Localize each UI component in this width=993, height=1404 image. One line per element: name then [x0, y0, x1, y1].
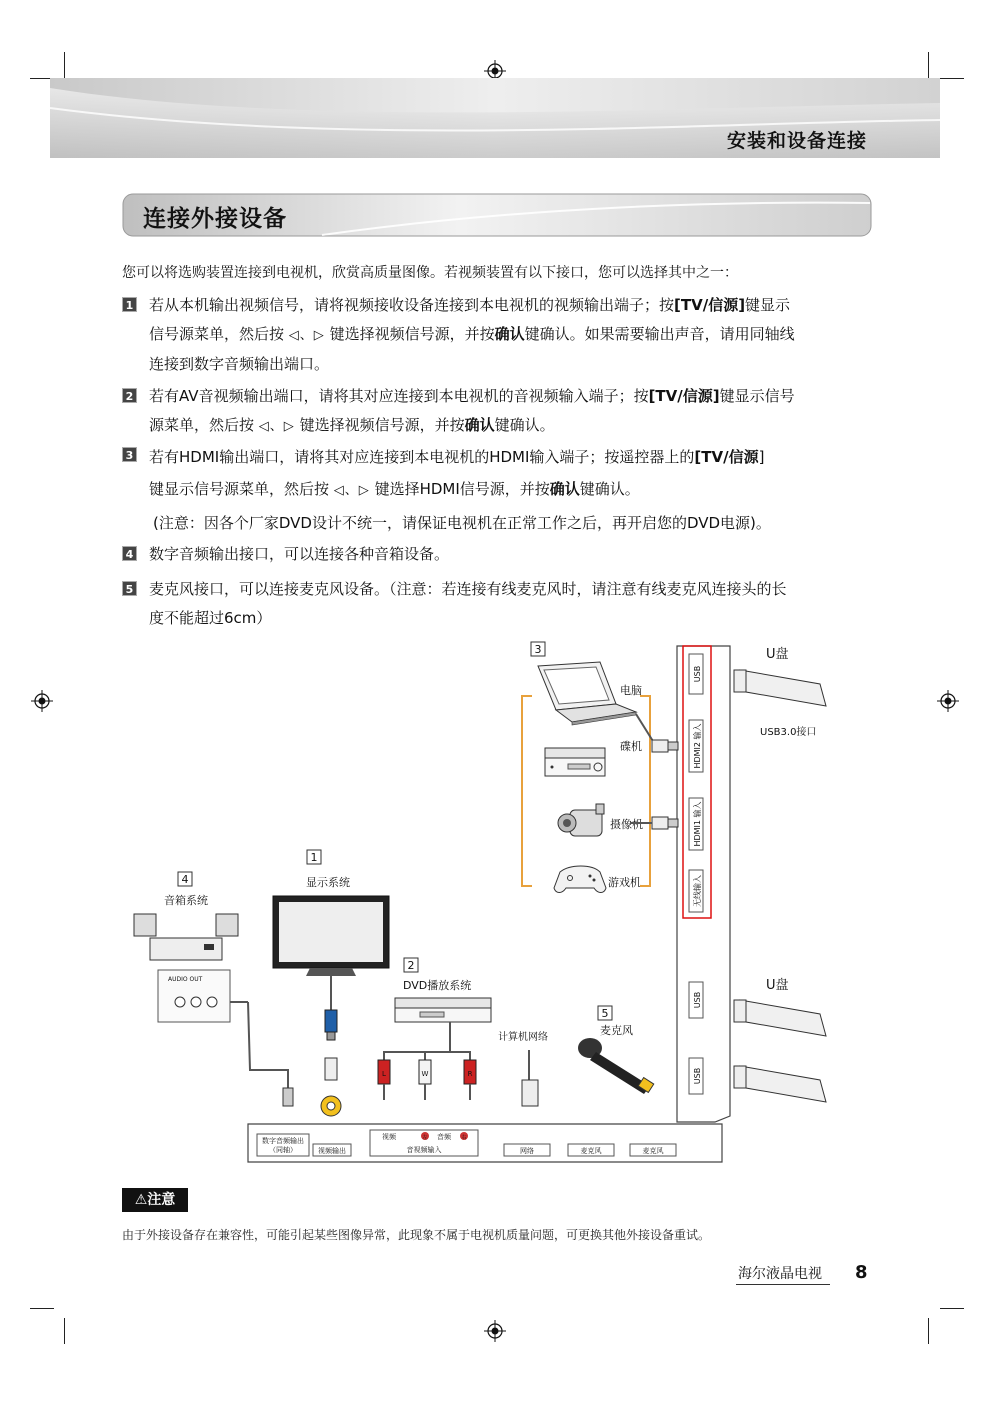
svg-text:W: W — [421, 1070, 429, 1078]
port-av-in — [370, 1130, 478, 1156]
registration-mark-right — [937, 690, 959, 712]
side-port-usb — [689, 654, 703, 694]
registration-mark-left — [31, 690, 53, 712]
item-text: 数字音频输出接口，可以连接各种音箱设备。 — [149, 545, 450, 563]
crop-mark — [64, 1318, 65, 1344]
warning-text: 由于外接设备存在兼容性，可能引起某些图像异常，此现象不属于电视机质量问题，可更换其他外接设备重试。 — [122, 1228, 711, 1242]
badge-2 — [404, 958, 418, 972]
disc-player-label: 碟机 — [620, 740, 642, 753]
item-text: 键确认。 — [494, 416, 555, 434]
list-item — [122, 291, 882, 379]
item-text: 源菜单，然后按 — [149, 416, 255, 434]
item-number: 5 — [122, 581, 137, 596]
svg-text:无线输入: 无线输入 — [693, 875, 702, 907]
speaker-label: 音箱系统 — [164, 894, 208, 907]
item-text: 若有AV音视频输出端口，请将其对应连接到本电视机的音视频输入端子；按 — [149, 387, 649, 405]
key-name: 确认 — [494, 325, 525, 343]
item-number: 2 — [122, 388, 137, 403]
svg-text:1: 1 — [310, 851, 318, 864]
display-label: 显示系统 — [306, 876, 350, 889]
udisk-bottom-label: U盘 — [766, 978, 789, 993]
svg-text:麦克风: 麦克风 — [642, 1147, 664, 1155]
badge-3 — [531, 642, 545, 656]
udisk-top-label: U盘 — [766, 647, 789, 662]
source-bracket — [522, 696, 532, 886]
usb-stick-icon — [734, 670, 826, 706]
svg-text:左: 左 — [422, 1135, 428, 1141]
plug-red-left — [378, 1060, 390, 1084]
svg-text:HDMI1 输入: HDMI1 输入 — [693, 801, 702, 847]
side-port-hdmi2 — [689, 720, 703, 772]
port-network — [504, 1144, 550, 1156]
crop-mark — [30, 1308, 54, 1309]
camcorder-label: 摄像机 — [610, 818, 643, 831]
page-number: 8 — [855, 1262, 868, 1283]
speaker-system-icon — [134, 914, 238, 960]
mic-label: 麦克风 — [600, 1024, 633, 1037]
key-name: [TV/信源] — [648, 387, 720, 405]
key-name: 确认 — [464, 416, 495, 434]
item-number: 3 — [122, 447, 137, 462]
svg-text:（同轴）: （同轴） — [269, 1146, 297, 1154]
key-name: [TV/信源] — [674, 296, 746, 314]
list-item — [122, 575, 882, 633]
side-port-wireless — [689, 870, 703, 912]
item-text: 信号源菜单，然后按 — [149, 325, 285, 343]
game-controller-icon — [554, 866, 606, 893]
item-text: 键确认。 — [579, 480, 640, 498]
svg-text:视频输出: 视频输出 — [318, 1147, 346, 1155]
crop-mark — [940, 78, 964, 79]
svg-text:USB: USB — [693, 991, 702, 1009]
network-plug — [522, 1080, 538, 1106]
svg-text:L: L — [382, 1070, 386, 1078]
side-port-usb-2 — [689, 982, 703, 1018]
item-text: 麦克风接口，可以连接麦克风设备。（注意：若连接有线麦克风时，请注意有线麦克风连接头的长 — [149, 580, 787, 598]
svg-text:USB: USB — [693, 1067, 702, 1085]
plug-white — [419, 1060, 431, 1084]
coax-cable — [248, 1002, 288, 1088]
svg-text:USB: USB — [693, 665, 702, 683]
item-text: 键选择视频信号源，并按 — [299, 416, 465, 434]
svg-text:2: 2 — [407, 959, 415, 972]
item-text: 若有HDMI输出端口，请将其对应连接到本电视机的HDMI输入端子；按遥控器上的 — [149, 448, 695, 466]
arrow-keys: ◁、▷ — [258, 419, 295, 434]
item-number: 4 — [122, 546, 137, 561]
svg-text:4: 4 — [181, 873, 189, 886]
item-text: 键显示 — [745, 296, 791, 314]
key-name: [TV/信源 — [694, 448, 759, 466]
arrow-keys: ◁、▷ — [288, 328, 325, 343]
usb-stick-icon — [734, 1066, 826, 1102]
svg-text:麦克风: 麦克风 — [580, 1147, 602, 1155]
item-text: 键显示信号 — [719, 387, 795, 405]
port-mic-2 — [630, 1144, 676, 1156]
crop-mark — [928, 1318, 929, 1344]
item-text: 连接到数字音频输出端口。 — [149, 355, 330, 373]
side-port-hdmi1 — [689, 798, 703, 850]
computer-label: 电脑 — [620, 684, 642, 697]
note-text: (注意：因各个厂家DVD设计不统一，请保证电视机在正常工作之后，再开启您的DVD电源)。 — [153, 514, 771, 532]
connection-diagram — [120, 640, 840, 1170]
key-name: 确认 — [549, 480, 580, 498]
item-text: 若从本机输出视频信号，请将视频接收设备连接到本电视机的视频输出端子；按 — [149, 296, 675, 314]
dvd-label: DVD播放系统 — [403, 979, 472, 992]
intro-text: 您可以将选购装置连接到电视机，欣赏高质量图像。若视频装置有以下接口，您可以选择其中之一： — [122, 265, 738, 281]
svg-text:3: 3 — [534, 643, 542, 656]
network-label: 计算机网络 — [498, 1032, 548, 1043]
badge-4 — [178, 872, 192, 886]
disc-player-icon — [545, 748, 605, 776]
usb-stick-icon — [734, 1000, 826, 1036]
svg-text:HDMI2 输入: HDMI2 输入 — [693, 723, 702, 769]
warning-icon: ⚠ — [134, 1192, 148, 1208]
crop-mark — [940, 1308, 964, 1309]
list-item — [122, 441, 882, 539]
badge-5 — [598, 1006, 612, 1020]
warning-badge — [122, 1188, 188, 1212]
microphone-icon — [578, 1038, 654, 1094]
header-title: 安装和设备连接 — [726, 130, 867, 152]
port-video-out — [313, 1144, 351, 1156]
video-plug — [325, 1010, 337, 1032]
list-item — [122, 382, 882, 441]
list-item — [122, 540, 882, 569]
item-text: 度不能超过6cm） — [149, 609, 272, 627]
item-text: 键显示信号源菜单，然后按 — [149, 480, 330, 498]
badge-1 — [307, 850, 321, 864]
tv-display-icon — [273, 896, 389, 976]
usb30-label: USB3.0接口 — [760, 727, 817, 738]
item-text: 键确认。如果需要输出声音，请用同轴线 — [524, 325, 795, 343]
section-title: 连接外接设备 — [143, 206, 287, 232]
side-port-usb-3 — [689, 1058, 703, 1094]
svg-text:AUDIO OUT: AUDIO OUT — [168, 976, 203, 983]
footer-brand: 海尔液晶电视 — [738, 1266, 822, 1282]
registration-mark-bottom — [484, 1320, 506, 1342]
item-number: 1 — [122, 297, 137, 312]
warning-label: 注意 — [147, 1192, 176, 1208]
svg-text:视频: 视频 — [382, 1133, 396, 1141]
svg-text:网络: 网络 — [520, 1147, 534, 1155]
svg-text:5: 5 — [601, 1007, 609, 1020]
svg-text:音频: 音频 — [437, 1133, 451, 1141]
arrow-keys: ◁、▷ — [333, 483, 370, 498]
footer-underline — [736, 1284, 830, 1285]
crop-mark — [64, 52, 65, 78]
item-text: ] — [758, 448, 765, 466]
av-cable — [384, 1052, 470, 1060]
camcorder-icon — [558, 804, 604, 836]
game-console-label: 游戏机 — [608, 876, 641, 889]
port-mic-1 — [568, 1144, 614, 1156]
video-jack-icon — [321, 1058, 341, 1116]
dvd-player-icon — [395, 998, 491, 1022]
video-plug-tip — [327, 1032, 335, 1040]
crop-mark — [928, 52, 929, 78]
hdmi-cable-2 — [636, 714, 678, 752]
port-digital-audio — [257, 1134, 309, 1156]
audio-out-panel — [158, 970, 230, 1022]
svg-text:右: 右 — [461, 1135, 467, 1141]
coax-plug — [283, 1088, 293, 1106]
item-text: 键选择视频信号源，并按 — [329, 325, 495, 343]
svg-text:数字音频输出: 数字音频输出 — [262, 1137, 304, 1145]
svg-text:R: R — [467, 1070, 473, 1078]
plug-red-right — [464, 1060, 476, 1084]
svg-text:音视频输入: 音视频输入 — [406, 1146, 442, 1154]
item-text: 键选择HDMI信号源，并按 — [374, 480, 550, 498]
